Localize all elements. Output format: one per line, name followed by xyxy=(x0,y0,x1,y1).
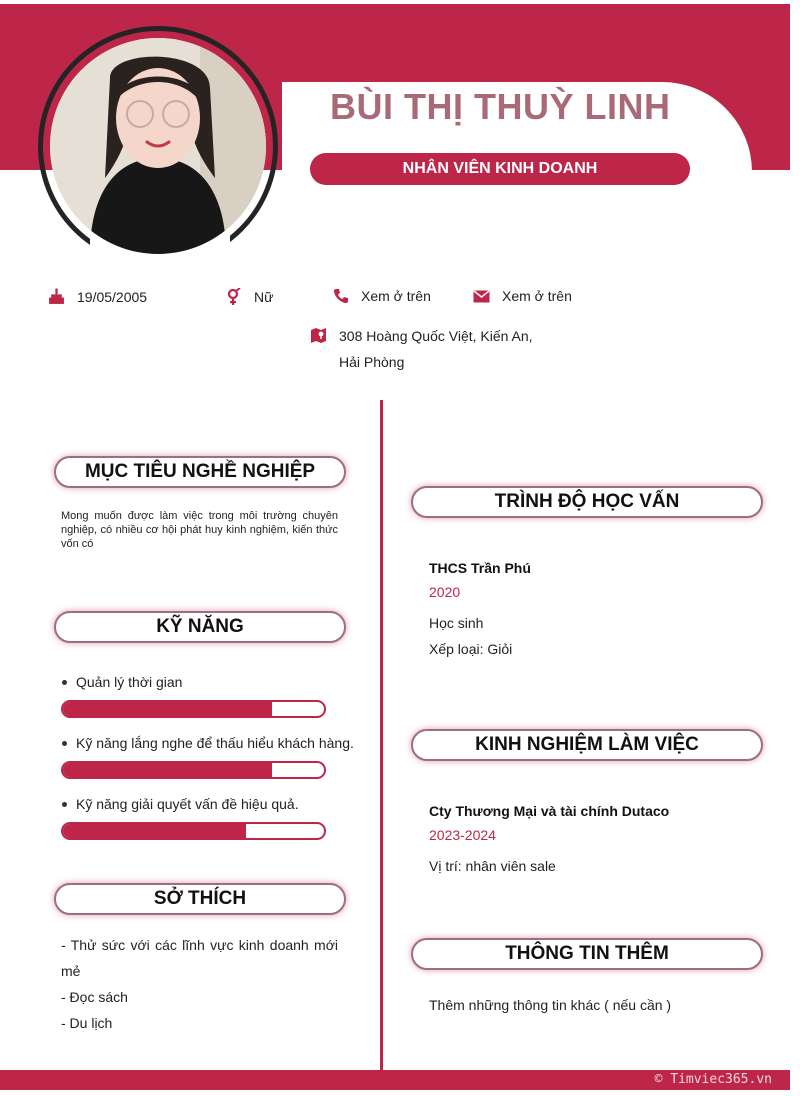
hobbies-heading: SỞ THÍCH xyxy=(54,883,346,915)
experience-company: Cty Thương Mại và tài chính Dutaco xyxy=(429,803,670,819)
hobby-item: - Thử sức với các lĩnh vực kinh doanh mới mẻ xyxy=(61,937,338,979)
education-school: THCS Trần Phú xyxy=(429,560,531,576)
address-value xyxy=(339,323,533,375)
skill-bar-fill xyxy=(63,763,272,777)
skills-heading: KỸ NĂNG xyxy=(54,611,346,643)
mail-icon xyxy=(473,290,490,303)
column-divider xyxy=(380,400,383,1070)
skill-bar-fill xyxy=(63,824,246,838)
additional-text: Thêm những thông tin khác ( nếu cần ) xyxy=(429,997,672,1013)
skill-item xyxy=(62,796,299,812)
footer-watermark: © Timviec365.vn xyxy=(654,1072,772,1087)
skill-bar xyxy=(61,761,326,779)
education-year: 2020 xyxy=(429,584,461,600)
profile-photo xyxy=(50,38,266,254)
objective-heading: MỤC TIÊU NGHỀ NGHIỆP xyxy=(54,456,346,488)
birthday-info xyxy=(48,288,147,305)
skill-label: Kỹ năng giải quyết vấn đề hiệu quả. xyxy=(76,796,299,812)
education-role: Học sinh xyxy=(429,615,484,631)
education-heading: TRÌNH ĐỘ HỌC VẤN xyxy=(411,486,763,518)
email-info xyxy=(473,288,572,304)
skill-item xyxy=(62,735,354,751)
hobbies-list xyxy=(61,932,338,1036)
experience-heading: KINH NGHIỆM LÀM VIỆC xyxy=(411,729,763,761)
birthday-value: 19/05/2005 xyxy=(77,288,148,305)
experience-period: 2023-2024 xyxy=(429,827,496,843)
bullet-icon xyxy=(62,802,67,807)
address-line-2: Hải Phòng xyxy=(339,354,405,370)
skill-label: Kỹ năng lắng nghe để thấu hiểu khách hàng. xyxy=(76,735,354,751)
bullet-icon xyxy=(62,680,67,685)
hobby-item: - Đọc sách xyxy=(61,989,128,1005)
phone-info xyxy=(333,288,431,304)
education-grade: Xếp loại: Giỏi xyxy=(429,641,513,657)
skill-label: Quản lý thời gian xyxy=(76,674,183,690)
gender-info xyxy=(226,288,273,306)
skill-bar xyxy=(61,700,326,718)
footer-band xyxy=(0,1070,790,1090)
address-line-1: 308 Hoàng Quốc Việt, Kiến An, xyxy=(339,328,533,344)
address-info xyxy=(310,323,533,375)
skill-item xyxy=(62,674,182,690)
job-title: NHÂN VIÊN KINH DOANH xyxy=(310,153,690,185)
objective-text: Mong muốn được làm việc trong môi trường chuyên nghiệp, có nhiều cơ hội phát huy kinh nghiệm, kiến thức vốn có xyxy=(61,510,338,550)
hobby-item: - Du lịch xyxy=(61,1015,113,1031)
skill-bar xyxy=(61,822,326,840)
additional-heading: THÔNG TIN THÊM xyxy=(411,938,763,970)
phone-value: Xem ở trên xyxy=(361,288,431,304)
skill-bar-fill xyxy=(63,702,272,716)
bullet-icon xyxy=(62,741,67,746)
phone-icon xyxy=(333,288,349,304)
email-value: Xem ở trên xyxy=(502,288,572,304)
map-icon xyxy=(310,327,327,344)
gender-value: Nữ xyxy=(254,289,274,305)
experience-position: Vị trí: nhân viên sale xyxy=(429,858,556,874)
gender-icon xyxy=(226,288,242,306)
cake-icon xyxy=(48,288,65,305)
candidate-name: BÙI THỊ THUỲ LINH xyxy=(330,86,671,127)
